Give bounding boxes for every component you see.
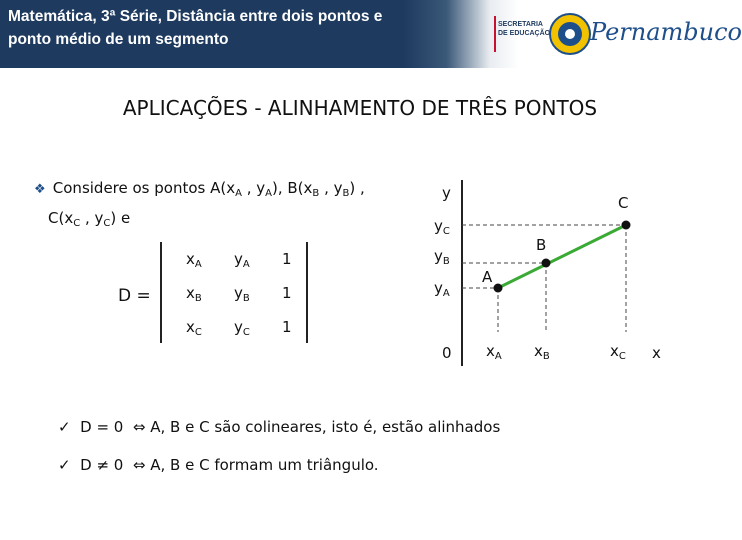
condition-1-text: A, B e C são colineares, isto é, estão alinhados bbox=[150, 418, 501, 436]
intro-prefix: Considere os pontos bbox=[52, 179, 211, 197]
cell-yb: $y_B$ bbox=[234, 284, 250, 304]
cell-one-b: 1 bbox=[282, 284, 292, 302]
secretaria-line1: SECRETARIA bbox=[498, 21, 543, 28]
tick-ya: $y_A$ bbox=[434, 279, 450, 299]
header-title bbox=[8, 5, 382, 51]
determinant-left-bar bbox=[160, 242, 162, 343]
iff-arrow-icon: ⇔ bbox=[132, 418, 146, 436]
point-c bbox=[622, 221, 631, 230]
tick-yb: $y_B$ bbox=[434, 247, 450, 267]
point-a bbox=[494, 284, 503, 293]
intro-bullet bbox=[34, 176, 365, 236]
determinant-right-bar bbox=[306, 242, 308, 343]
y-axis-label: y bbox=[442, 184, 451, 202]
page-title: APLICAÇÕES - ALINHAMENTO DE TRÊS PONTOS bbox=[122, 96, 598, 120]
condition-2-lhs: D ≠ 0 bbox=[80, 456, 124, 474]
condition-triangle bbox=[58, 456, 379, 474]
origin-label: 0 bbox=[442, 344, 452, 362]
point-b bbox=[542, 259, 551, 268]
pernambuco-wordmark: Pernambuco bbox=[590, 18, 742, 46]
x-axis-label: x bbox=[652, 344, 661, 362]
determinant-label: D = bbox=[118, 286, 151, 306]
tick-xc: $x_C$ bbox=[610, 342, 626, 362]
tick-yc: $y_C$ bbox=[434, 217, 450, 237]
header-title-line1: Matemática, 3ª Série, Distância entre dois pontos e bbox=[8, 8, 383, 25]
condition-2-text: A, B e C formam um triângulo. bbox=[150, 456, 379, 474]
tick-xa: $x_A$ bbox=[486, 342, 502, 362]
condition-collinear bbox=[58, 418, 500, 436]
header-title-line2: ponto médio de um segmento bbox=[8, 31, 229, 48]
check-icon: ✓ bbox=[58, 418, 71, 436]
secretaria-text bbox=[498, 20, 550, 38]
point-b-label: B bbox=[536, 236, 547, 254]
condition-1-lhs: D = 0 bbox=[80, 418, 124, 436]
header-band bbox=[0, 0, 742, 68]
graph-svg bbox=[420, 170, 720, 370]
cell-xa: $x_A$ bbox=[186, 250, 202, 270]
cell-ya: $y_A$ bbox=[234, 250, 250, 270]
cell-one-a: 1 bbox=[282, 250, 292, 268]
intro-points-line2: $C(x_C$ , $y_C$) e bbox=[48, 209, 131, 229]
point-c-label: C bbox=[618, 194, 629, 212]
collinear-segment bbox=[498, 225, 626, 288]
tick-xb: $x_B$ bbox=[534, 342, 550, 362]
cell-one-c: 1 bbox=[282, 318, 292, 336]
secretaria-line2: DE EDUCAÇÃO bbox=[498, 30, 551, 37]
point-a-label: A bbox=[482, 268, 493, 286]
coordinate-graph bbox=[420, 170, 720, 370]
cell-xb: $x_B$ bbox=[186, 284, 202, 304]
iff-arrow-icon: ⇔ bbox=[132, 456, 146, 474]
check-icon: ✓ bbox=[58, 456, 71, 474]
cell-xc: $x_C$ bbox=[186, 318, 202, 338]
cell-yc: $y_C$ bbox=[234, 318, 250, 338]
diamond-bullet-icon: ❖ bbox=[34, 182, 46, 197]
intro-points-line1: $A(x_A$ , $y_A$), $B(x_B$ , $y_B$) , bbox=[210, 179, 365, 199]
